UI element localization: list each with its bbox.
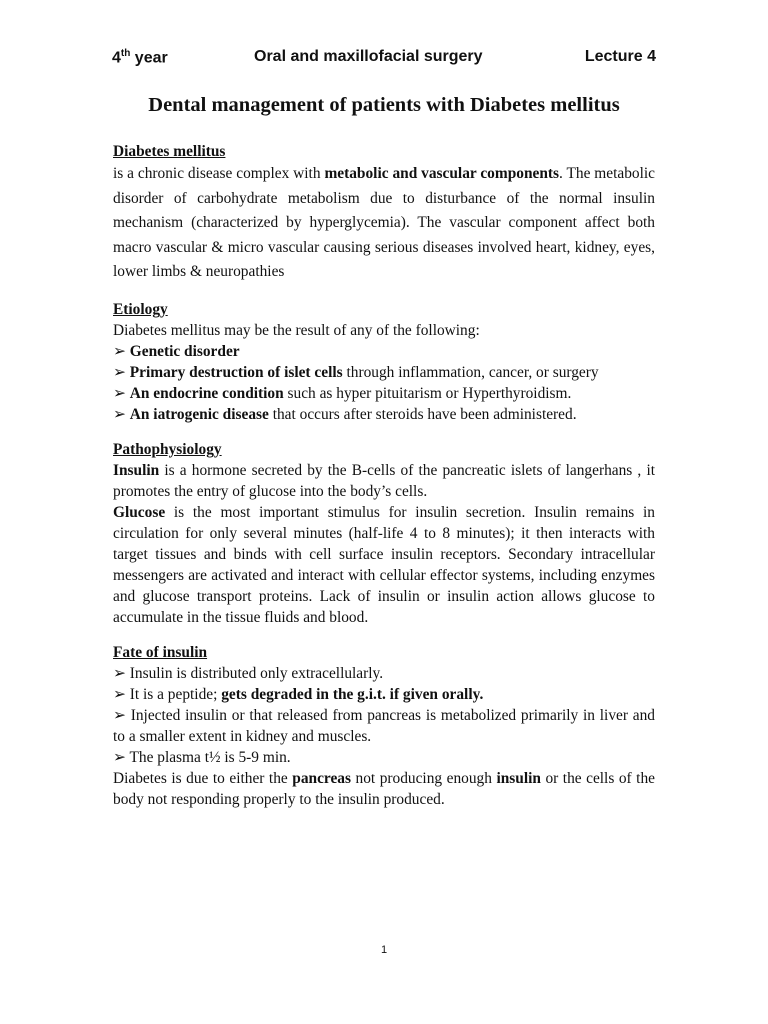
- section-heading-diabetes: Diabetes mellitus: [113, 143, 226, 160]
- header-year: [112, 48, 168, 67]
- fate-item: [113, 663, 655, 684]
- fate-item-text: It is a peptide;: [129, 685, 222, 703]
- bullet-arrow-icon: ➢: [113, 685, 126, 703]
- fate-conclusion-text: Diabetes is due to either the: [113, 769, 293, 787]
- etiology-item-text: through inflammation, cancer, or surgery: [342, 363, 599, 381]
- etiology-item-bold: Genetic disorder: [129, 342, 240, 360]
- bullet-arrow-icon: ➢: [113, 706, 126, 724]
- pathophysiology-insulin: [113, 460, 655, 502]
- etiology-item: [113, 362, 655, 383]
- header-year-word: year: [130, 49, 168, 67]
- page-number: 1: [380, 944, 388, 956]
- diabetes-text-bold: metabolic and vascular components: [324, 165, 560, 182]
- fate-conclusion-text: not producing enough: [350, 769, 497, 787]
- etiology-intro: Diabetes mellitus may be the result of any of the following:: [113, 321, 480, 339]
- header-year-number: 4: [112, 49, 121, 67]
- fate-item-bold: gets degraded in the g.i.t. if given orally.: [221, 685, 484, 703]
- fate-item: [113, 747, 655, 768]
- fate-item-text: Injected insulin or that released from pancreas is metabolized primarily in liver and to a smaller extent in kidney and muscles.: [113, 706, 655, 745]
- pathophysiology-glucose-text: is the most important stimulus for insulin secretion. Insulin remains in circulation for only several minutes (half-life 4 to 8 minutes); it then interacts with target tissues and binds with cell surface insulin receptors. Secondary intracellular messengers are activated and interact with cellular effector systems, including enzymes and glucose transport proteins. Lack of insulin or insulin action allows glucose to accumulate in the tissue fluids and blood.: [113, 503, 655, 626]
- pathophysiology-insulin-text: is a hormone secreted by the B-cells of the pancreatic islets of langerhans , it promotes the entry of glucose into the body’s cells.: [113, 461, 655, 500]
- bullet-arrow-icon: ➢: [113, 342, 126, 360]
- etiology-item: [113, 404, 655, 425]
- bullet-arrow-icon: ➢: [113, 363, 126, 381]
- diabetes-text-2: . The metabolic disorder of carbohydrate metabolism due to disturbance of the normal insulin mechanism (characterized by hyperglycemia). The vascular component affect both macro vascular & micro vascular causing serious diseases involved heart, kidney, eyes, lower limbs & neuropathies: [113, 165, 655, 280]
- header-year-superscript: th: [120, 48, 131, 59]
- fate-item-text: Insulin is distributed only extracellularly.: [129, 664, 384, 682]
- etiology-item-bold: An iatrogenic disease: [129, 405, 269, 423]
- fate-conclusion: [113, 768, 655, 810]
- diabetes-text-1: is a chronic disease complex with: [113, 165, 325, 182]
- bullet-arrow-icon: ➢: [113, 384, 126, 402]
- pathophysiology-glucose: [113, 502, 655, 628]
- etiology-item: [113, 383, 655, 404]
- fate-item: [113, 684, 655, 705]
- fate-conclusion-bold: insulin: [496, 769, 541, 787]
- fate-item-text: The plasma t½ is 5-9 min.: [129, 748, 291, 766]
- etiology-item: [113, 341, 655, 362]
- section-heading-fate: Fate of insulin: [113, 643, 208, 661]
- fate-item: [113, 705, 655, 747]
- bullet-arrow-icon: ➢: [113, 664, 126, 682]
- bullet-arrow-icon: ➢: [113, 405, 126, 423]
- document-body: [113, 141, 655, 810]
- bullet-arrow-icon: ➢: [113, 748, 126, 766]
- fate-conclusion-text: or the cells of the body not responding properly to the insulin produced.: [113, 769, 655, 808]
- pathophysiology-insulin-bold: Insulin: [113, 461, 160, 479]
- header-lecture: Lecture 4: [584, 48, 656, 65]
- etiology-item-text: such as hyper pituitarism or Hyperthyroidism.: [283, 384, 572, 402]
- fate-conclusion-bold: pancreas: [292, 769, 351, 787]
- header-course: Oral and maxillofacial surgery: [254, 48, 483, 65]
- section-heading-etiology: Etiology: [113, 300, 168, 318]
- pathophysiology-glucose-bold: Glucose: [113, 503, 166, 521]
- page-header: [112, 48, 656, 72]
- etiology-item-bold: Primary destruction of islet cells: [129, 363, 343, 381]
- section-heading-pathophysiology: Pathophysiology: [113, 440, 222, 458]
- etiology-item-bold: An endocrine condition: [129, 384, 284, 402]
- diabetes-paragraph: [113, 162, 655, 285]
- etiology-item-text: that occurs after steroids have been administered.: [268, 405, 577, 423]
- document-title: Dental management of patients with Diabetes mellitus: [148, 94, 620, 116]
